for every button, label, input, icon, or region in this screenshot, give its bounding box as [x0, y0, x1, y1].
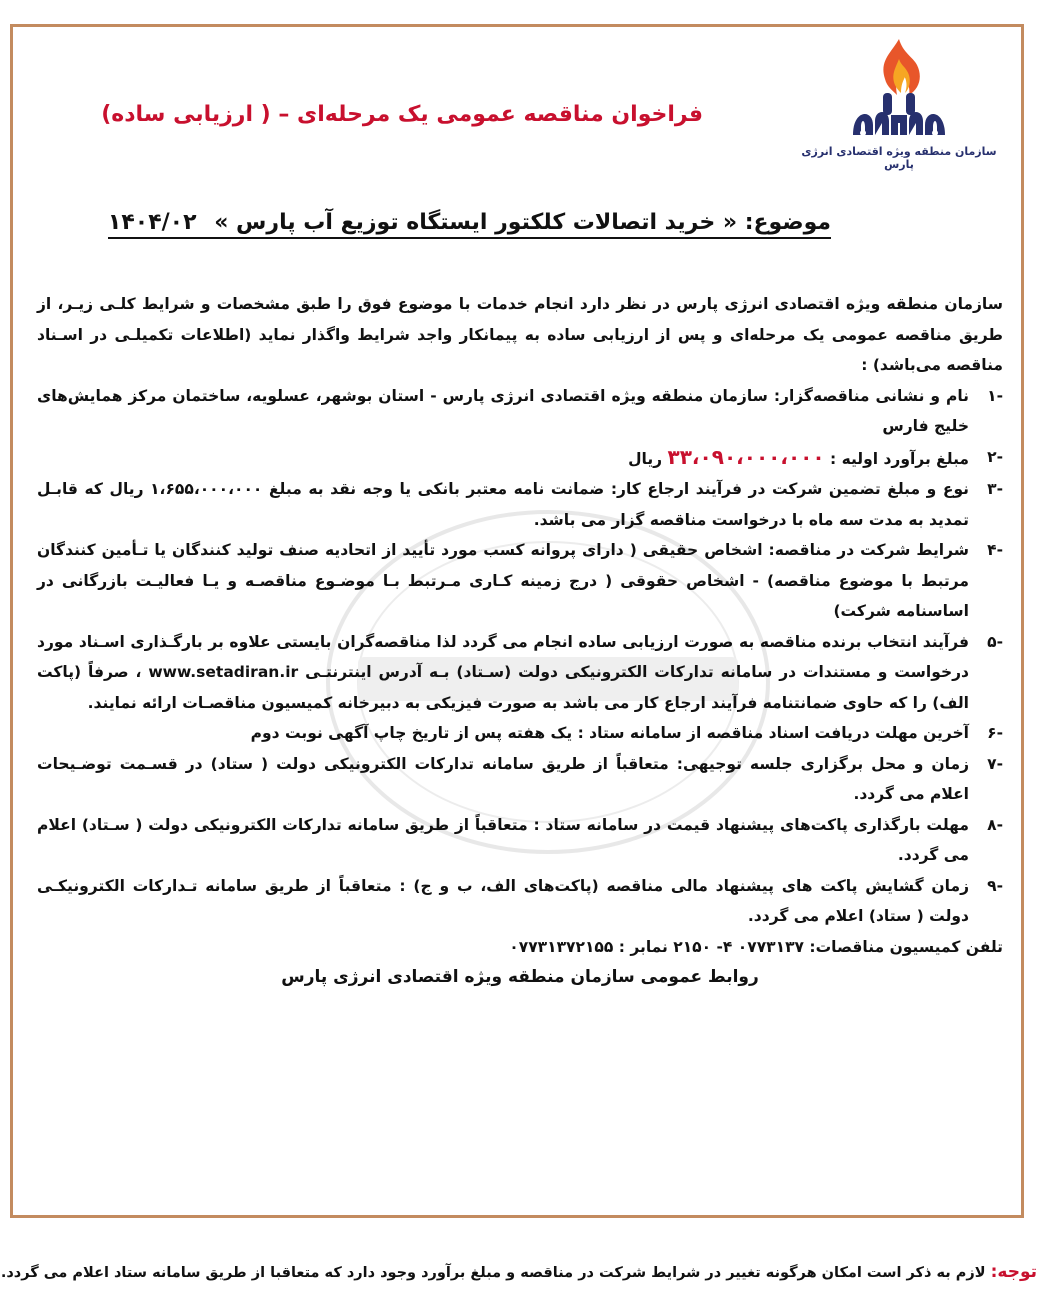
item-number: -۴: [987, 541, 1003, 559]
item-text: شرایط شرکت در مناقصه: اشخاص حقیقی ( دارای پروانه کسب مورد تأیید از اتحادیه صنف تولید کنندگان یا تـأمین کنندگان مرتبط با موضوع مناقصه) - اشخاص حقوقی ( درج زمینه کـاری مـرتبط بـا موضـوع مناقصـه و یـا فعالیـت بازرگانی در اساسنامه شرکت): [37, 541, 969, 620]
list-item: [37, 749, 1003, 810]
item-label: مبلغ برآورد اولیه :: [824, 449, 969, 468]
conditions-list: [37, 381, 1003, 932]
notice-title: فراخوان مناقصه عمومی یک مرحله‌ای – ( ارزیابی ساده): [101, 102, 703, 127]
organization-logo: [799, 35, 999, 175]
list-item: [37, 381, 1003, 442]
item-text: فرآیند انتخاب برنده مناقصه به صورت ارزیابی ساده انجام می گردد لذا مناقصه‌گران بایستی علاوه بر بارگـذاری اسـناد مورد درخواست و مستندات در سامانه تدارکات الکترونیکی دولت (سـتاد) بـه آدرس اینترنتـی: [37, 632, 970, 681]
item-number: -۸: [987, 815, 1003, 834]
signature-line: روابط عمومی سازمان منطقه ویژه اقتصادی انرژی پارس: [281, 967, 759, 987]
item-number: -۵: [987, 632, 1003, 651]
list-item: [37, 535, 1003, 627]
item-text: زمان و محل برگزاری جلسه توجیهی: متعاقباً از طریق سامانه تدارکات الکترونیکی دولت ( ستاد) در قسـمت توضـیحات اعلام می گردد.: [37, 754, 969, 803]
subject-code: ۱۴۰۴/۰۲: [107, 210, 197, 235]
list-item: [37, 442, 1003, 475]
item-text: ، صرفاً (پاکت الف) را که حاوی ضمانتنامه فرآیند ارجاع کار می باشد به صورت فیزیکی به دبیرخانه کمیسیون مناقصـات ارائه نمایند.: [37, 663, 969, 712]
notice-subject: [108, 210, 831, 239]
intro-paragraph: سازمان منطقه ویژه اقتصادی انرژی پارس در نظر دارد انجام خدمات با موضوع فوق را طبق مشخصات و شرایط کلـی زیـر، از طریق مناقصه عمومی یک مرحله‌ای و پس از ارزیابی ساده به پیمانکار واجد شرایط واگذار نماید (اطلاعات تکمیلـی در اسـناد مناقصه می‌باشد) :: [37, 295, 1003, 374]
item-text: نام و نشانی مناقصه‌گزار: سازمان منطقه ویژه اقتصادی انرژی پارس - استان بوشهر، عسلویه، ساختمان مرکز همایش‌های خلیج فارس: [37, 386, 969, 435]
item-number: -۲: [987, 447, 1003, 466]
list-item: [37, 871, 1003, 932]
phone-number: ۲۱۵۰ -۴ ۰۷۷۳۱۳۷: [673, 937, 805, 956]
flame-logo-icon: [839, 35, 959, 143]
list-item: [37, 474, 1003, 535]
estimate-unit: ریال: [628, 449, 668, 468]
setad-url-link[interactable]: www.setadiran.ir: [148, 663, 299, 681]
list-item: [37, 627, 1003, 719]
contact-line: [37, 932, 1003, 963]
item-number: -۳: [987, 480, 1003, 498]
item-text: مهلت بارگذاری پاکت‌های پیشنهاد قیمت در سامانه ستاد : متعاقباً از طریق سامانه تدارکات الکترونیکی دولت ( سـتاد) اعلام می گردد.: [37, 815, 969, 864]
item-text: زمان گشایش پاکت های پیشنهاد مالی مناقصه (پاکت‌های الف، ب و ج) : متعاقباً از طریق سامانه تـدارکات الکترونیکـی دولت ( ستاد) اعلام می گردد.: [37, 876, 969, 925]
estimate-amount: ۳۳،۰۹۰،۰۰۰،۰۰۰: [667, 444, 825, 469]
fax-label: نمابر :: [613, 937, 674, 956]
footer-text: لازم به ذکر است امکان هرگونه تغییر در شرایط شرکت در مناقصه و مبلغ برآورد وجود دارد که متعاقبا از طریق سامانه ستاد اعلام می گردد.: [0, 1265, 991, 1281]
item-text: آخرین مهلت دریافت اسناد مناقصه از سامانه ستاد : یک هفته پس از تاریخ چاپ آگهی نوبت دوم: [250, 724, 969, 742]
item-text: نوع و مبلغ تضمین شرکت در فرآیند ارجاع کار: ضمانت نامه معتبر بانکی یا وجه نقد به مبلغ ۱،۶۵۵،۰۰۰،۰۰۰ ریال که قابـل تمدید به مدت سه ماه با درخواست مناقصه گزار می باشد.: [37, 480, 969, 529]
footer-lead: توجه:: [990, 1262, 1037, 1282]
item-number: -۶: [987, 724, 1003, 742]
item-number: -۱: [987, 386, 1003, 405]
list-item: [37, 718, 1003, 749]
subject-text: موضوع: « خرید اتصالات کلکتور ایستگاه توزیع آب پارس »: [214, 210, 831, 235]
list-item: [37, 810, 1003, 871]
logo-caption: سازمان منطقه ویژه اقتصادی انرژی پارس: [801, 145, 997, 171]
notice-frame: [10, 24, 1024, 1218]
notice-body: [37, 289, 1003, 993]
contact-label: تلفن کمیسیون مناقصات:: [804, 937, 1003, 956]
fax-number: ۰۷۷۳۱۳۷۲۱۵۵: [509, 937, 614, 956]
item-number: -۹: [987, 876, 1003, 895]
footer-note: [0, 1262, 1037, 1282]
item-number: -۷: [987, 754, 1003, 773]
